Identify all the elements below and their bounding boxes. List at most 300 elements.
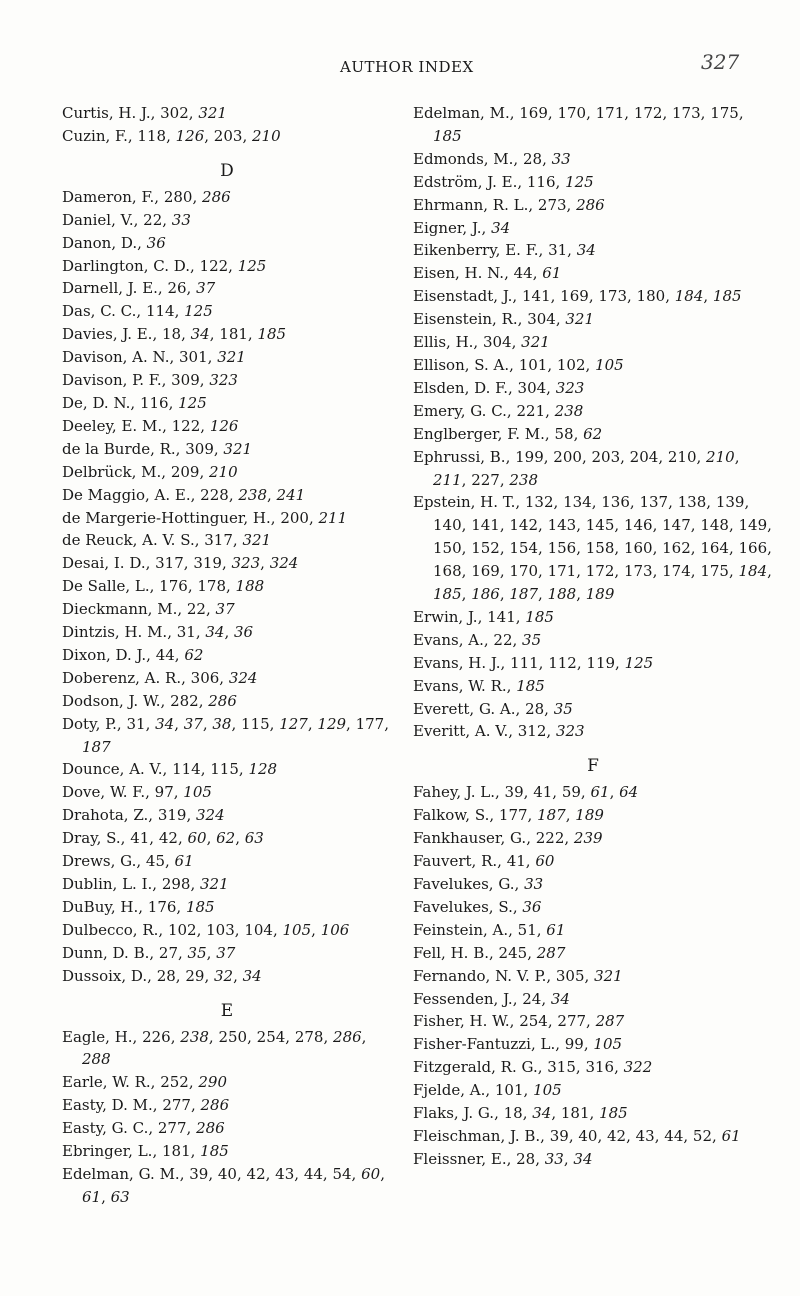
author-name: Eisenstadt, J., [413, 287, 522, 306]
author-name: Drews, G., [62, 852, 146, 871]
index-entry: de Reuck, A. V. S., 317, 321 [62, 531, 272, 550]
reference-page: 101 [518, 355, 548, 374]
reference-page-italic: 185 [433, 585, 462, 604]
reference-page: 45 [145, 852, 165, 871]
reference-page-italic: 105 [282, 920, 312, 939]
reference-page-italic: 35 [187, 943, 207, 962]
index-entry: Davies, J. E., 18, 34, 181, 185 [62, 325, 287, 344]
index-entry: Dunn, D. B., 27, 35, 37 [62, 943, 236, 962]
reference-page: 273 [537, 195, 567, 214]
index-entry: Fahey, J. L., 39, 41, 59, 61, 64 [413, 783, 639, 802]
index-entry: Falkow, S., 177, 187, 189 [413, 806, 604, 825]
reference-page: 178 [197, 577, 226, 596]
reference-page-italic: 185 [599, 1104, 628, 1123]
index-entry: Das, C. C., 114, 125 [62, 302, 213, 321]
index-entry: Dixon, D. J., 44, 62 [62, 645, 204, 664]
index-entry: Dublin, L. I., 298, 321 [62, 875, 229, 893]
reference-page: 172 [585, 562, 615, 581]
index-entry: Edelman, G. M., 39, 40, 42, 43, 44, 54, 60, 61, 63 [62, 1164, 385, 1206]
reference-page-italic: 324 [269, 554, 299, 573]
author-name: Englberger, F. M., [413, 424, 555, 443]
index-entry: Fleissner, E., 28, 33, 34 [413, 1149, 593, 1168]
reference-page: 22 [493, 630, 513, 649]
section-letter: E [220, 1000, 234, 1021]
author-name: Fauvert, R., [413, 852, 507, 871]
reference-page-italic: 105 [593, 1035, 623, 1054]
author-name: Darnell, J. E., [62, 279, 168, 298]
reference-page-italic: 187 [509, 585, 539, 604]
author-name: Fernando, N. V. P., [413, 966, 556, 985]
reference-page-italic: 189 [585, 585, 615, 604]
reference-page-italic: 189 [575, 806, 604, 825]
author-name: Dove, W. F., [62, 783, 155, 802]
author-name: Desai, I. D., [62, 554, 156, 573]
index-entry: Dieckmann, M., 22, 37 [62, 600, 235, 619]
reference-page: 156 [547, 539, 577, 558]
reference-page: 97 [154, 783, 174, 802]
author-name: Fisher, H. W., [413, 1012, 520, 1031]
index-entry: de Margerie-Hottinguer, H., 200, 211 [62, 508, 348, 527]
author-name: Erwin, J., [413, 607, 488, 626]
reference-page-italic: 324 [196, 806, 225, 825]
reference-page: 174 [662, 562, 691, 581]
index-entry: Daniel, V., 22, 33 [62, 210, 191, 229]
author-name: Fleissner, E., [413, 1149, 517, 1168]
reference-page: 54 [332, 1164, 352, 1183]
reference-page: 111 [510, 653, 539, 672]
author-name: Eigner, J., [413, 218, 492, 237]
reference-page: 52 [692, 1126, 713, 1145]
reference-page-italic: 61 [721, 1126, 741, 1145]
reference-page-italic: 321 [223, 439, 253, 458]
author-name: Evans, H. J., [413, 653, 511, 672]
reference-page-italic: 129 [317, 714, 347, 733]
author-name: Daniel, V., [62, 210, 144, 229]
reference-page-italic: 36 [146, 233, 166, 252]
reference-page: 44 [664, 1126, 684, 1145]
reference-page-italic: 33 [551, 149, 571, 168]
index-entry: Eisenstadt, J., 141, 169, 173, 180, 184, 185 [413, 287, 742, 306]
author-name: Fjelde, A., [413, 1081, 495, 1100]
index-entry: Dodson, J. W., 282, 286 [62, 691, 237, 710]
reference-page: 44 [513, 264, 533, 283]
author-name: Dounce, A. V., [62, 760, 173, 779]
reference-page: 118 [137, 126, 167, 145]
index-entry: Drahota, Z., 319, 324 [62, 806, 225, 825]
index-entry: Flaks, J. G., 18, 34, 181, 185 [413, 1104, 628, 1123]
reference-page-italic: 324 [228, 668, 258, 687]
reference-page-italic: 35 [553, 699, 573, 718]
author-name: Feinstein, A., [413, 920, 518, 939]
reference-page-italic: 323 [555, 378, 585, 397]
reference-page-italic: 187 [537, 806, 566, 825]
author-name: Earle, W. R., [62, 1073, 161, 1092]
reference-page: 278 [294, 1027, 324, 1046]
index-entry: Cuzin, F., 118, 126, 203, 210 [62, 126, 281, 145]
reference-page: 315 [547, 1058, 576, 1077]
reference-page: 210 [667, 447, 697, 466]
reference-page-italic: 290 [198, 1073, 228, 1092]
index-entry: Desai, I. D., 317, 319, 323, 324 [62, 554, 299, 573]
index-entry: Dintzis, H. M., 31, 34, 36 [62, 623, 254, 642]
index-entry: Evans, A., 22, 35 [413, 630, 542, 649]
reference-page: 141 [487, 607, 516, 626]
reference-page-italic: 61 [546, 920, 566, 939]
reference-page: 102 [167, 920, 197, 939]
index-entry: Englberger, F. M., 58, 62 [413, 424, 603, 443]
author-name: Dublin, L. I., [62, 875, 162, 893]
reference-page: 31 [176, 623, 196, 642]
reference-page: 132 [524, 493, 554, 512]
reference-page-italic: 64 [619, 783, 639, 802]
reference-page: 181 [560, 1104, 590, 1123]
reference-page-italic: 286 [202, 187, 231, 206]
index-entry: Fisher, H. W., 254, 277, 287 [413, 1012, 625, 1031]
index-entry: Davison, P. F., 309, 323 [62, 371, 238, 390]
reference-page-italic: 186 [471, 585, 500, 604]
index-column-right [413, 102, 773, 1171]
reference-page-italic: 128 [248, 760, 278, 779]
reference-page-italic: 185 [516, 676, 545, 695]
reference-page: 103 [206, 920, 235, 939]
reference-page: 254 [519, 1012, 548, 1031]
reference-page: 44 [303, 1164, 323, 1183]
reference-page: 41 [533, 783, 553, 802]
author-name: Everitt, A. V., [413, 722, 518, 741]
reference-page: 301 [179, 348, 208, 367]
author-name: Eagle, H., [62, 1027, 143, 1046]
reference-page-italic: 60 [361, 1164, 381, 1183]
reference-page-italic: 127 [279, 714, 308, 733]
author-name: Delbrück, M., [62, 462, 171, 481]
index-entry: Ellison, S. A., 101, 102, 105 [413, 355, 624, 374]
reference-page-italic: 37 [183, 714, 203, 733]
reference-page: 28 [156, 966, 176, 985]
reference-page-italic: 125 [184, 302, 213, 321]
reference-page: 42 [607, 1126, 627, 1145]
reference-page: 252 [160, 1073, 189, 1092]
index-entry: Dulbecco, R., 102, 103, 104, 105, 106 [62, 920, 350, 939]
index-entry: Edström, J. E., 116, 125 [413, 172, 594, 191]
reference-page-italic: 323 [209, 371, 238, 390]
reference-page: 39 [189, 1164, 209, 1183]
reference-page: 140 [433, 516, 462, 535]
reference-page: 317 [204, 531, 233, 550]
reference-page: 39 [549, 1126, 569, 1145]
reference-page: 226 [142, 1027, 171, 1046]
index-entry: De Maggio, A. E., 228, 238, 241 [62, 485, 306, 504]
reference-page-italic: 238 [180, 1027, 209, 1046]
author-name: De Salle, L., [62, 577, 160, 596]
reference-page: 173 [672, 104, 701, 122]
reference-page: 199 [515, 447, 544, 466]
reference-page: 122 [171, 416, 201, 435]
index-entry: Edelman, M., 169, 170, 171, 172, 173, 175, 185 [413, 104, 744, 145]
index-column-left [62, 102, 392, 1209]
reference-page-italic: 106 [320, 920, 350, 939]
author-name: Dulbecco, R., [62, 920, 168, 939]
author-name: Eisenstein, R., [413, 310, 528, 329]
reference-page-italic: 33 [171, 210, 191, 229]
index-entry: de la Burde, R., 309, 321 [62, 439, 253, 458]
author-name: Falkow, S., [413, 806, 499, 825]
index-entry: Darnell, J. E., 26, 37 [62, 279, 216, 298]
reference-page: 101 [494, 1081, 524, 1100]
reference-page: 169 [471, 562, 500, 581]
author-name: Deeley, E. M., [62, 416, 172, 435]
reference-page-italic: 288 [82, 1050, 111, 1069]
index-entry [62, 232, 392, 255]
index-entry: Ehrmann, R. L., 273, 286 [413, 195, 605, 214]
reference-page-italic: 34 [573, 1149, 593, 1168]
reference-page-italic: 34 [205, 623, 225, 642]
reference-page: 136 [601, 493, 630, 512]
reference-page-italic: 211 [318, 508, 348, 527]
reference-page-italic: 105 [595, 355, 624, 374]
section-letter: F [587, 756, 599, 777]
index-entry: Epstein, H. T., 132, 134, 136, 137, 138, 139, 140, 141, 142, 143, 145, 146, 147, 148, 149, 150, 152, 154, 156, 158, 160, 162, 164, 166, 168, 169, 170, 171, 172, 173, 174, 175, 184, 185, 186, 187, 188, 189 [413, 493, 772, 604]
author-name: Easty, G. C., [62, 1119, 158, 1138]
reference-page: 51 [517, 920, 537, 939]
reference-page: 319 [193, 554, 222, 573]
reference-page: 158 [585, 539, 615, 558]
reference-page-italic: 238 [554, 401, 584, 420]
index-entry: Fitzgerald, R. G., 315, 316, 322 [413, 1058, 653, 1077]
reference-page-italic: 211 [433, 470, 462, 489]
reference-page: 147 [662, 516, 691, 535]
reference-page-italic: 286 [208, 691, 237, 710]
reference-page: 29 [185, 966, 205, 985]
index-entry: Fleischman, J. B., 39, 40, 42, 43, 44, 52, 61 [413, 1126, 741, 1145]
running-title: AUTHOR INDEX [340, 58, 474, 76]
reference-page: 150 [433, 539, 462, 558]
author-name: Evans, W. R., [413, 676, 517, 695]
index-entry: Deeley, E. M., 122, 126 [62, 416, 239, 435]
reference-page: 104 [244, 920, 273, 939]
author-name: de la Burde, R., [62, 439, 186, 458]
reference-page-italic: 188 [235, 577, 265, 596]
reference-page-italic: 321 [594, 966, 623, 985]
index-entry: Everett, G. A., 28, 35 [413, 699, 573, 718]
reference-page-italic: 62 [583, 424, 603, 443]
reference-page: 162 [662, 539, 691, 558]
reference-page: 171 [547, 562, 577, 581]
author-name: Everett, G. A., [413, 699, 526, 718]
index-entry: DuBuy, H., 176, 185 [62, 897, 215, 916]
reference-page: 277 [157, 1119, 187, 1138]
reference-page-italic: 125 [624, 653, 654, 672]
index-entry: Feinstein, A., 51, 61 [413, 920, 566, 939]
reference-page-italic: 210 [251, 126, 281, 145]
reference-page: 146 [623, 516, 653, 535]
reference-page-italic: 286 [196, 1119, 225, 1138]
reference-page-italic: 126 [175, 126, 205, 145]
reference-page-italic: 126 [209, 416, 239, 435]
reference-page: 41 [130, 829, 150, 848]
index-entry: Easty, G. C., 277, 286 [62, 1119, 225, 1138]
author-name: Favelukes, G., [413, 875, 525, 893]
reference-page-italic: 321 [217, 348, 246, 367]
reference-page-italic: 37 [215, 600, 235, 619]
reference-page-italic: 185 [433, 126, 462, 145]
reference-page: 176 [159, 577, 188, 596]
reference-page: 200 [280, 508, 309, 527]
reference-page-italic: 61 [82, 1187, 102, 1206]
reference-page: 137 [639, 493, 669, 512]
reference-page-italic: 321 [565, 310, 595, 329]
reference-page-italic: 286 [200, 1096, 230, 1115]
reference-page-italic: 286 [576, 195, 605, 214]
reference-page: 26 [167, 279, 187, 298]
reference-page: 312 [517, 722, 547, 741]
reference-page: 152 [471, 539, 500, 558]
reference-page: 40 [217, 1164, 237, 1183]
page-header [0, 50, 800, 82]
reference-page: 222 [535, 829, 565, 848]
reference-page-italic: 286 [333, 1027, 362, 1046]
reference-page: 115 [210, 760, 239, 779]
author-name: Ephrussi, B., [413, 447, 516, 466]
reference-page: 317 [155, 554, 184, 573]
reference-page: 28 [525, 699, 545, 718]
author-name: Danon, D., [62, 233, 147, 252]
reference-page-italic: 287 [536, 943, 566, 962]
reference-page-italic: 185 [712, 287, 742, 306]
index-entry: Erwin, J., 141, 185 [413, 607, 554, 626]
index-entry: Eikenberry, E. F., 31, 34 [413, 241, 596, 260]
index-entry: De, D. N., 116, 125 [62, 393, 207, 412]
reference-page-italic: 238 [238, 485, 267, 504]
author-name: Easty, D. M., [62, 1096, 163, 1115]
reference-page-italic: 238 [509, 470, 539, 489]
index-entry: Easty, D. M., 277, 286 [62, 1096, 230, 1115]
reference-page: 41 [506, 852, 526, 871]
reference-page: 27 [158, 943, 178, 962]
reference-page: 122 [199, 256, 229, 275]
index-entry: Fernando, N. V. P., 305, 321 [413, 966, 623, 985]
reference-page: 114 [145, 302, 175, 321]
section-letter: D [220, 160, 234, 181]
reference-page: 102 [556, 355, 586, 374]
author-name: Drahota, Z., [62, 806, 158, 825]
reference-page: 164 [700, 539, 729, 558]
reference-page: 277 [557, 1012, 587, 1031]
author-name: Cuzin, F., [62, 126, 138, 145]
index-entry [413, 896, 773, 919]
reference-page-italic: 34 [242, 966, 262, 985]
reference-page-italic: 241 [276, 485, 306, 504]
index-entry: Eagle, H., 226, 238, 250, 254, 278, 286, 288 [62, 1027, 367, 1069]
index-entry: Earle, W. R., 252, 290 [62, 1073, 228, 1092]
reference-page-italic: 61 [590, 783, 610, 802]
index-entry: Everitt, A. V., 312, 323 [413, 722, 585, 741]
author-name: Fell, H. B., [413, 943, 499, 962]
reference-page: 203 [591, 447, 621, 466]
reference-page: 138 [677, 493, 707, 512]
reference-page: 166 [738, 539, 768, 558]
reference-page: 221 [516, 401, 546, 420]
reference-page: 43 [275, 1164, 295, 1183]
reference-page-italic: 33 [544, 1149, 564, 1168]
reference-page: 304 [482, 333, 512, 352]
reference-page: 319 [157, 806, 187, 825]
index-entry: Eisenstein, R., 304, 321 [413, 310, 595, 329]
reference-page-italic: 60 [187, 829, 207, 848]
reference-page: 309 [171, 371, 200, 390]
author-name: Epstein, H. T., [413, 493, 525, 512]
reference-page: 306 [190, 668, 220, 687]
author-name: Eisen, H. N., [413, 264, 514, 283]
reference-page-italic: 210 [209, 462, 238, 481]
reference-page: 139 [715, 493, 745, 512]
reference-page: 43 [635, 1126, 655, 1145]
reference-page-italic: 34 [190, 325, 210, 344]
reference-page-italic: 323 [231, 554, 261, 573]
reference-page: 304 [527, 310, 556, 329]
index-entry: Eisen, H. N., 44, 61 [413, 264, 562, 283]
author-name: Eikenberry, E. F., [413, 241, 549, 260]
reference-page-italic: 323 [555, 722, 585, 741]
reference-page: 170 [557, 104, 587, 122]
reference-page: 112 [548, 653, 577, 672]
index-entry: Darlington, C. D., 122, 125 [62, 256, 267, 275]
author-name: Elsden, D. F., [413, 378, 518, 397]
reference-page: 160 [623, 539, 653, 558]
author-name: Edström, J. E., [413, 172, 527, 191]
reference-page: 173 [598, 287, 627, 306]
page-number: 327 [701, 50, 740, 74]
index-entry: Doberenz, A. R., 306, 324 [62, 668, 258, 687]
reference-page: 304 [517, 378, 547, 397]
reference-page-italic: 187 [82, 737, 111, 756]
reference-page-italic: 60 [535, 852, 555, 871]
reference-page: 177 [498, 806, 528, 825]
reference-page-italic: 35 [522, 630, 542, 649]
author-name: Fisher-Fantuzzi, L., [413, 1035, 565, 1054]
reference-page: 39 [504, 783, 524, 802]
index-entry [413, 217, 773, 240]
reference-page-italic: 62 [216, 829, 236, 848]
reference-page-italic: 125 [565, 172, 594, 191]
reference-page: 31 [126, 714, 146, 733]
reference-page-italic: 34 [576, 241, 596, 260]
reference-page-italic: 38 [212, 714, 232, 733]
reference-page: 22 [143, 210, 163, 229]
reference-page-italic: 188 [547, 585, 577, 604]
index-entry: Doty, P., 31, 34, 37, 38, 115, 127, 129, 177, 187 [62, 714, 390, 756]
author-name: Davison, A. N., [62, 348, 180, 367]
index-entry: Dussoix, D., 28, 29, 32, 34 [62, 966, 262, 985]
reference-page: 169 [560, 287, 589, 306]
reference-page: 169 [519, 104, 548, 122]
reference-page: 154 [509, 539, 539, 558]
reference-page: 170 [509, 562, 539, 581]
author-name: Dixon, D. J., [62, 645, 156, 664]
reference-page-italic: 62 [184, 645, 204, 664]
reference-page: 42 [246, 1164, 266, 1183]
index-entry: Edmonds, M., 28, 33 [413, 149, 571, 168]
reference-page: 18 [503, 1104, 523, 1123]
index-entry: Dameron, F., 280, 286 [62, 187, 231, 206]
reference-page: 305 [555, 966, 585, 985]
reference-page-italic: 321 [200, 875, 229, 893]
author-name: Edelman, M., [413, 104, 520, 122]
reference-page: 209 [170, 462, 200, 481]
author-name: Dintzis, H. M., [62, 623, 177, 642]
index-entry: Fjelde, A., 101, 105 [413, 1081, 562, 1100]
reference-page: 180 [636, 287, 666, 306]
reference-page: 298 [161, 875, 191, 893]
